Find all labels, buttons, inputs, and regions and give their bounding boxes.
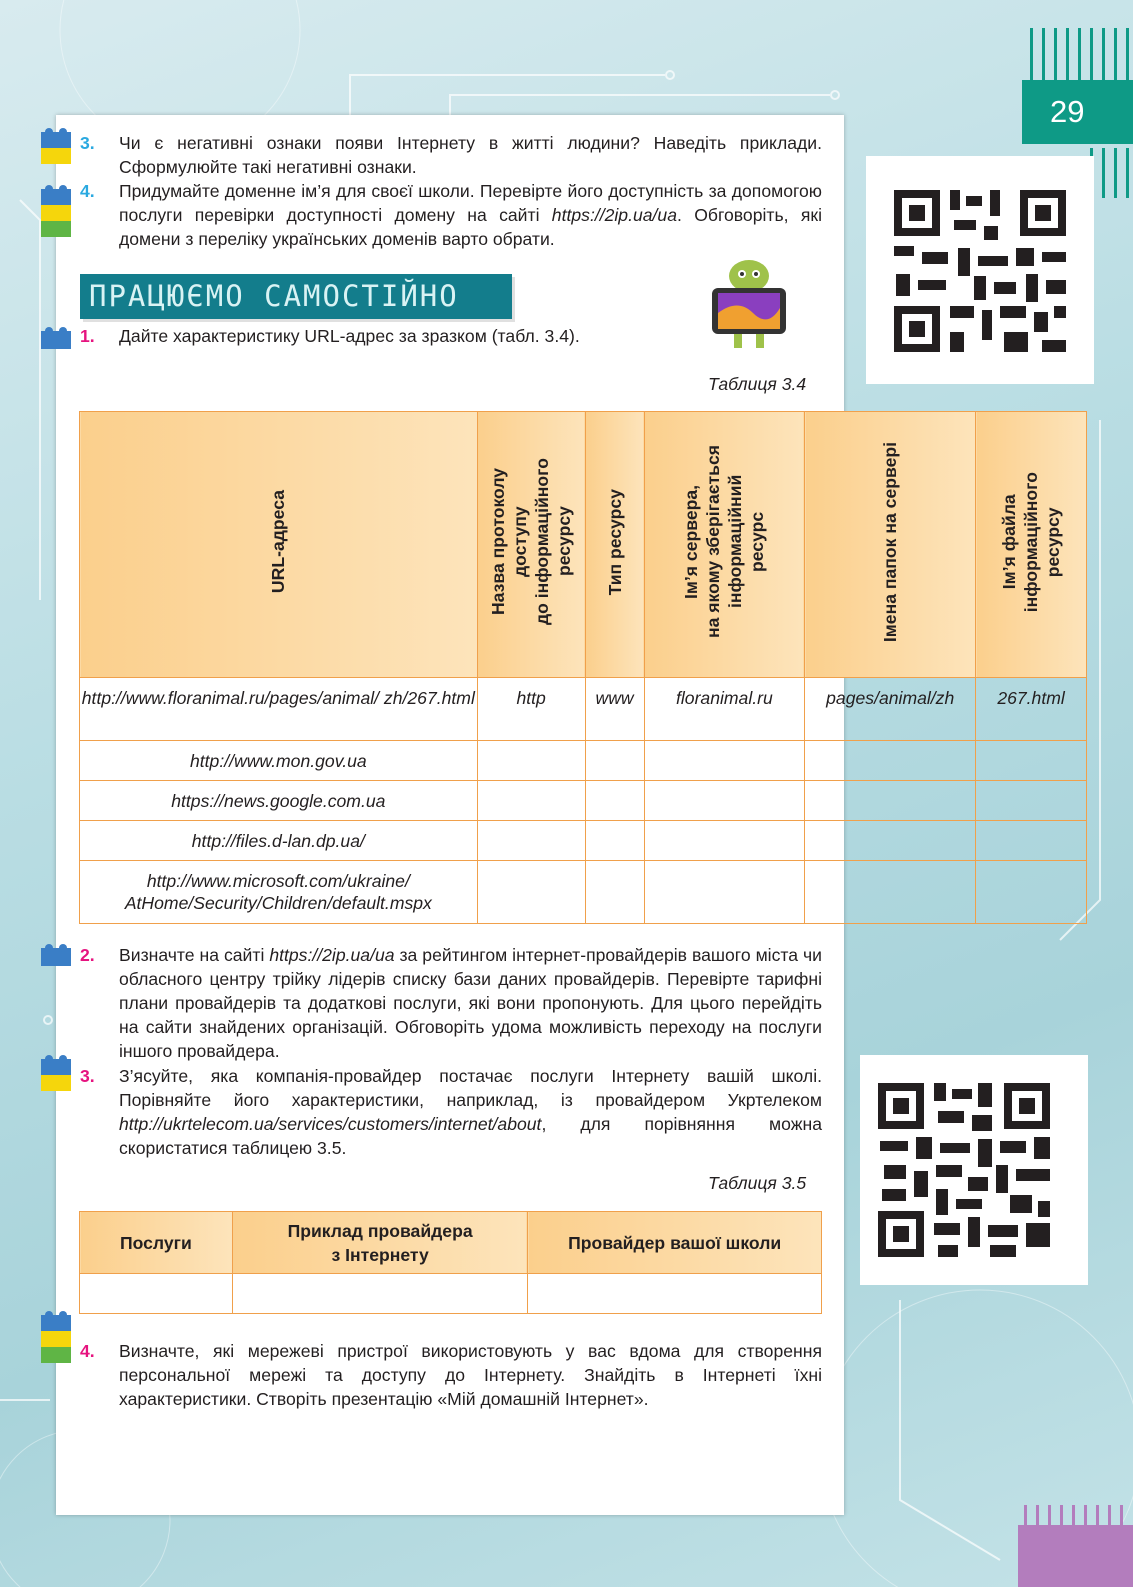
table-row [80,861,1087,924]
table-cell [477,861,585,924]
task-1 [80,324,822,348]
table-cell [805,861,976,924]
cube-icon [37,126,75,175]
table-cell: http://www.microsoft.com/ukraine/ AtHome/Security/Children/default.mspx [80,861,478,924]
page-number: 29 [1022,80,1133,144]
site-link[interactable]: http://ukrtelecom.ua/services/customers/internet/about [119,1114,542,1134]
header-example-provider: Приклад провайдера з Інтернету [232,1212,528,1274]
task-number: 2. [80,945,95,965]
table-row [80,1274,822,1314]
header-services: Послуги [80,1212,233,1274]
table-row [80,821,1087,861]
table-cell: http://www.mon.gov.ua [80,741,478,781]
table-cell: https://news.google.com.ua [80,781,478,821]
table-row [80,678,1087,741]
table-cell [232,1274,528,1314]
table-cell: www [585,678,644,741]
task-text: Дайте характеристику URL-адрес за зразком (табл. 3.4). [119,326,580,346]
table-cell: pages/animal/zh [805,678,976,741]
table-cell [477,821,585,861]
header-type: Тип ресурсу [585,412,644,678]
table-cell [585,861,644,924]
header-file: Ім’я файла інформаційного ресурсу [976,412,1087,678]
table-3-5-caption: Таблиця 3.5 [708,1173,807,1193]
task-number: 3. [80,1066,95,1086]
table-cell [644,781,805,821]
table-header-row [80,412,1087,678]
table-3-4-caption: Таблиця 3.4 [708,374,807,394]
task-4-top [80,179,822,251]
table-cell [80,1274,233,1314]
table-cell [805,781,976,821]
table-row [80,781,1087,821]
table-row [80,741,1087,781]
table-cell [528,1274,822,1314]
table-cell: http://files.d-lan.dp.ua/ [80,821,478,861]
table-cell [805,741,976,781]
task-number: 4. [80,1341,95,1361]
table-cell [976,781,1087,821]
task-text: Придумайте доменне ім’я для своєї школи. Перевірте його доступність за допомогою послуги перевірки доступності домену на сайті https://2ip.ua/ua. Обговоріть, які домени з переліку українських доменів варто обрати. [119,181,822,249]
table-cell [976,861,1087,924]
header-url: URL-адреса [80,412,478,678]
cube-icon [37,1053,75,1102]
table-cell: 267.html [976,678,1087,741]
header-protocol: Назва протоколу доступу до інформаційного ресурсу [477,412,585,678]
url-table [79,411,1087,924]
table-cell [644,821,805,861]
qr-code-bottom[interactable] [860,1055,1088,1285]
task-3 [80,1064,822,1160]
table-cell: floranimal.ru [644,678,805,741]
qr-code-icon [866,156,1094,384]
task-text: Визначте, які мережеві пристрої використовують у вас вдома для створення персональної мережі та доступу до Інтернету. Знайдіть в Інтернеті їхні характеристики. Створіть презентацію «Мій домашній Інтернет». [119,1341,822,1409]
header-folders: Імена папок на сервері [805,412,976,678]
table-cell [644,861,805,924]
task-4 [80,1339,822,1411]
task-text: З’ясуйте, яка компанія-провайдер постачає послуги Інтернету вашій школі. Порівняйте його характеристики, наприклад, із провайдером Укртелеком http://ukrtelecom.ua/services/customers/internet/about, для порівняння можна скористатися таблицею 3.5. [119,1066,822,1158]
task-text: Визначте на сайті https://2ip.ua/ua за рейтингом інтернет-провайдерів вашого міста чи обласного центру трійку лідерів списку бази даних провайдерів. Перевірте тарифні плани провайдерів та додаткові послуги, які вони пропонують. Для цього перейдіть на сайти знайдених організацій. Обговоріть удома можливість переходу на послуги іншого провайдера. [119,945,822,1061]
site-link[interactable]: https://2ip.ua/ua [269,945,395,965]
table-cell [585,741,644,781]
cube-icon [37,323,75,358]
task-text: Чи є негативні ознаки появи Інтернету в житті людини? Наведіть приклади. Сформулюйте такі негативні ознаки. [119,133,822,177]
table-cell [477,781,585,821]
table-cell [477,741,585,781]
header-school-provider: Провайдер вашої школи [528,1212,822,1274]
table-cell [585,781,644,821]
table-cell: http [477,678,585,741]
cube-icon [37,183,75,250]
qr-code-icon [860,1055,1088,1285]
purple-comb-decoration [1018,1505,1133,1587]
section-title: ПРАЦЮЄМО САМОСТІЙНО [80,274,512,319]
table-cell [976,821,1087,861]
task-number: 4. [80,181,95,201]
table-cell: http://www.floranimal.ru/pages/animal/ zh/267.html [80,678,478,741]
cube-icon [37,940,75,975]
task-2 [80,943,822,1063]
table-cell [585,821,644,861]
task-number: 1. [80,326,95,346]
task-3-top [80,131,822,179]
table-cell [976,741,1087,781]
table-header-row [80,1212,822,1274]
header-server: Ім’я сервера, на якому зберігається інформаційний ресурс [644,412,805,678]
site-link[interactable]: https://2ip.ua/ua [551,205,677,225]
cube-icon [37,1309,75,1376]
table-cell [644,741,805,781]
provider-table [79,1211,822,1314]
qr-code-top[interactable] [866,156,1094,384]
table-cell [805,821,976,861]
task-number: 3. [80,133,95,153]
